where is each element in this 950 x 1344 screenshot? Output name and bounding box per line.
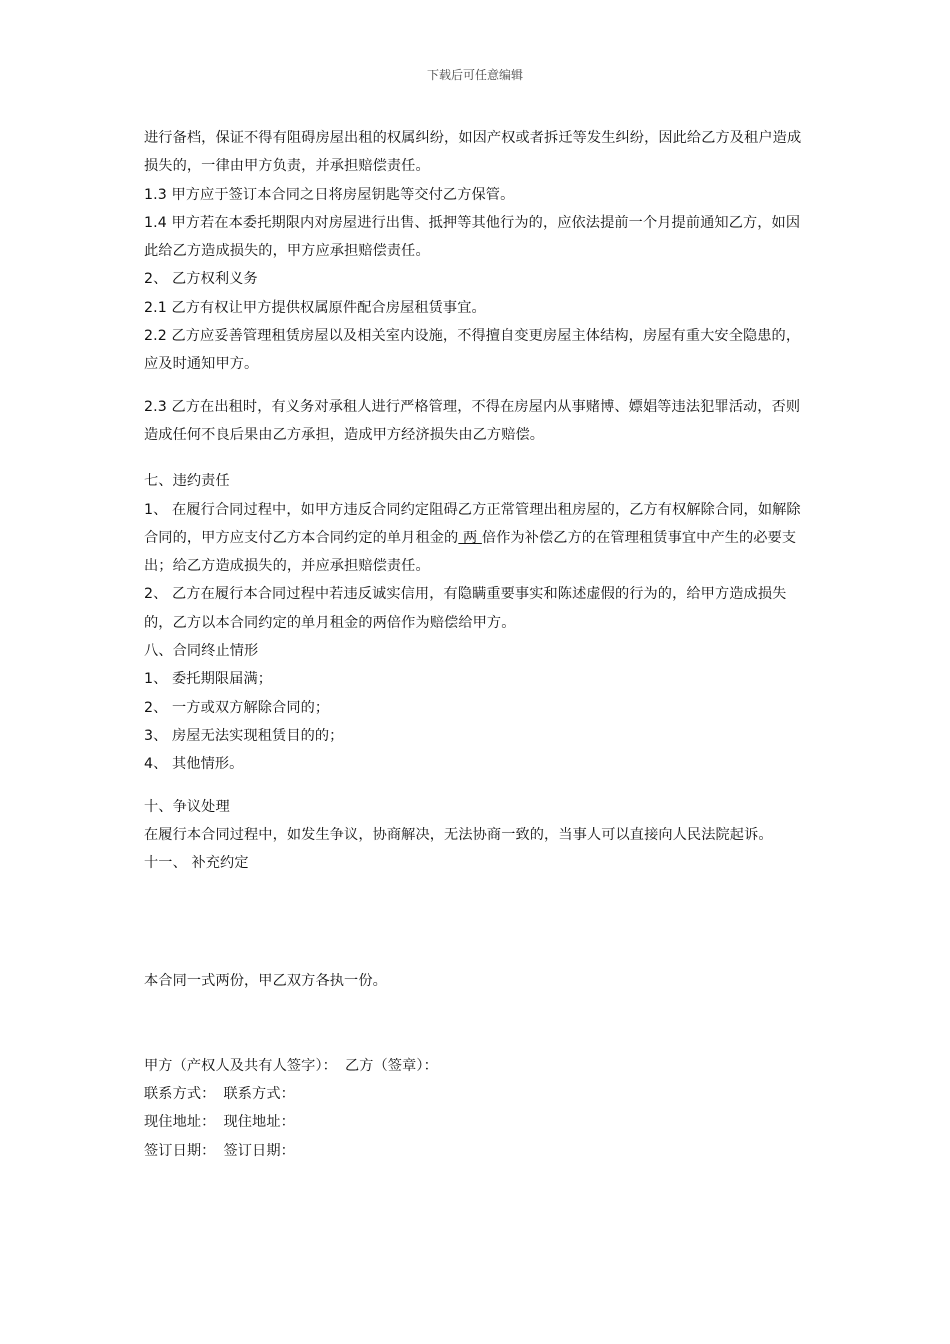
list-item: 4、 其他情形。 [144, 756, 244, 773]
contact-b-label: 联系方式： [223, 1086, 295, 1103]
clause-2-3: 2.3 乙方在出租时，有义务对承租人进行严格管理，不得在房屋内从事赌博、嫖娼等违法犯罪活动，否则造成任何不良后果由乙方承担，造成甲方经济损失由乙方赔偿。 [144, 398, 801, 443]
address-b-label: 现住地址： [223, 1114, 295, 1131]
date-a-label: 签订日期： [144, 1142, 216, 1159]
clause-7-1-part-b: 倍作为补偿乙方的在管理租赁事宜中产生的必要支出；给乙方造成损失的，并应承担赔偿责任。 [144, 529, 797, 575]
document-body [144, 124, 812, 1165]
underlined-multiplier: 两 [458, 529, 482, 546]
address-a-label: 现住地址： [144, 1114, 216, 1131]
list-item: 2、 一方或双方解除合同的； [144, 699, 330, 716]
section-heading-11: 十一、 补充约定 [144, 855, 249, 872]
copies-statement: 本合同一式两份，甲乙双方各执一份。 [144, 973, 387, 990]
clause-1-4: 1.4 甲方若在本委托期限内对房屋进行出售、抵押等其他行为的，应依法提前一个月提前通知乙方，如因此给乙方造成损失的，甲方应承担赔偿责任。 [144, 214, 801, 260]
signature-parties [144, 1052, 812, 1080]
section-heading-7: 七、违约责任 [144, 473, 230, 490]
clause-7-1-part-a: 1、 在履行合同过程中，如甲方违反合同约定阻碍乙方正常管理出租房屋的，乙方有权解除合同，如解除合同的，甲方应支付乙方本合同约定的单月租金的 [144, 501, 801, 546]
paragraph: 进行备档，保证不得有阻碍房屋出租的权属纠纷，如因产权或者拆迁等发生纠纷，因此给乙方及租户造成损失的，一律由甲方负责，并承担赔偿责任。 [144, 130, 802, 175]
list-item: 3、 房屋无法实现租赁目的的； [144, 727, 344, 744]
clause-2-2: 2.2 乙方应妥善管理租赁房屋以及相关室内设施，不得擅自变更房屋主体结构，房屋有重大安全隐患的，应及时通知甲方。 [144, 328, 801, 373]
list-item: 1、 委托期限届满； [144, 671, 273, 688]
dispute-clause: 在履行本合同过程中，如发生争议，协商解决，无法协商一致的，当事人可以直接向人民法院起诉。 [144, 826, 773, 843]
party-a-label: 甲方（产权人及共有人签字）： [144, 1057, 337, 1074]
contact-a-label: 联系方式： [144, 1086, 216, 1103]
date-b-label: 签订日期： [223, 1142, 295, 1159]
date-row [144, 1137, 812, 1165]
section-heading-10: 十、争议处理 [144, 798, 230, 815]
section-heading-8: 八、合同终止情形 [144, 643, 259, 660]
clause-7-1 [144, 496, 812, 581]
address-row [144, 1108, 812, 1136]
party-b-label: 乙方（签章）： [344, 1057, 438, 1074]
section-heading-2: 2、 乙方权利义务 [144, 271, 258, 288]
clause-2-1: 2.1 乙方有权让甲方提供权属原件配合房屋租赁事宜。 [144, 299, 486, 316]
clause-1-3: 1.3 甲方应于签订本合同之日将房屋钥匙等交付乙方保管。 [144, 186, 515, 203]
clause-7-2: 2、 乙方在履行本合同过程中若违反诚实信用，有隐瞒重要事实和陈述虚假的行为的，给甲方造成损失的，乙方以本合同约定的单月租金的两倍作为赔偿给甲方。 [144, 586, 787, 631]
page-header: 下载后可任意编辑 [426, 68, 523, 82]
contact-row [144, 1080, 812, 1108]
